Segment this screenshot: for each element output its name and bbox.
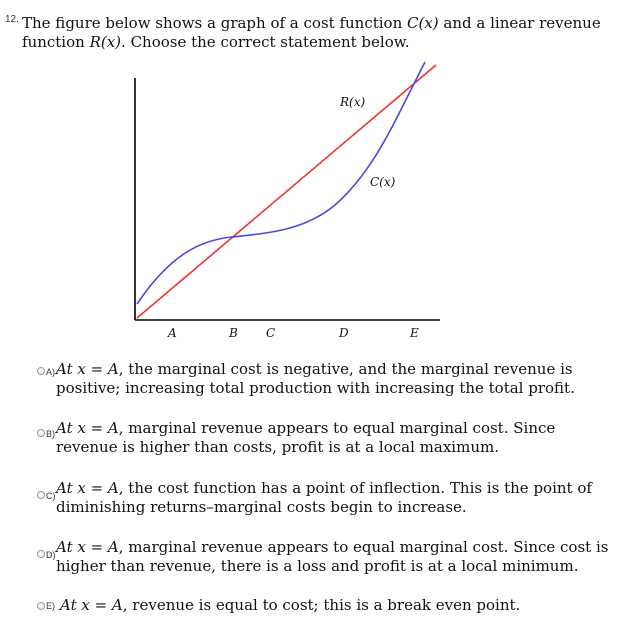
radio-c[interactable] [37, 491, 45, 499]
tick-label-b: B [229, 326, 238, 340]
tick-label-c: C [266, 326, 276, 340]
option-d-body: , marginal revenue appears to equal marginal cost. Since cost is higher than revenue, there is a loss and profit is at a local minimum. [56, 538, 609, 575]
tick-label-d: D [339, 326, 349, 340]
option-a-var: At x = A [56, 360, 119, 378]
option-e-text [60, 596, 620, 615]
option-d-text [56, 538, 616, 576]
option-e-body: , revenue is equal to cost; this is a break even point. [122, 596, 521, 614]
option-b-text [56, 419, 616, 457]
option-a-letter: A) [46, 367, 55, 377]
option-b-body: , marginal revenue appears to equal marginal cost. Since revenue is higher than costs, profit is at a local maximum. [56, 419, 556, 456]
option-b-letter: B) [46, 429, 55, 439]
question-text-mid: and a linear revenue function [22, 14, 601, 51]
radio-e[interactable] [37, 602, 45, 610]
option-e-var: At x = A [60, 596, 123, 614]
option-c-letter: C) [46, 491, 56, 501]
option-d-letter: D) [46, 550, 56, 560]
option-c-body: , the cost function has a point of inflection. This is the point of diminishing returns–marginal costs begin to increase. [56, 479, 592, 516]
option-a-body: , the marginal cost is negative, and the marginal revenue is positive; increasing total production with increasing the total profit. [56, 360, 575, 397]
question-text-post: . Choose the correct statement below. [121, 33, 410, 51]
revenue-label: R(x) [340, 95, 366, 109]
radio-a[interactable] [37, 367, 45, 375]
revenue-line [137, 65, 436, 318]
option-c-text [56, 479, 616, 517]
option-e-letter: E) [46, 601, 55, 611]
option-c-var: At x = A [56, 479, 119, 497]
question-rev-fn: R(x) [89, 33, 122, 51]
question-text-pre: The figure below shows a graph of a cost function [22, 14, 408, 32]
cost-label: C(x) [370, 175, 396, 189]
option-b-var: At x = A [56, 419, 119, 437]
option-d-var: At x = A [56, 538, 119, 556]
tick-label-e: E [410, 326, 419, 340]
tick-label-a: A [168, 326, 177, 340]
question-cost-fn: C(x) [407, 14, 439, 32]
radio-b[interactable] [37, 429, 45, 437]
question-number: 12. [5, 14, 19, 25]
radio-d[interactable] [37, 550, 45, 558]
option-a-text [56, 360, 616, 398]
